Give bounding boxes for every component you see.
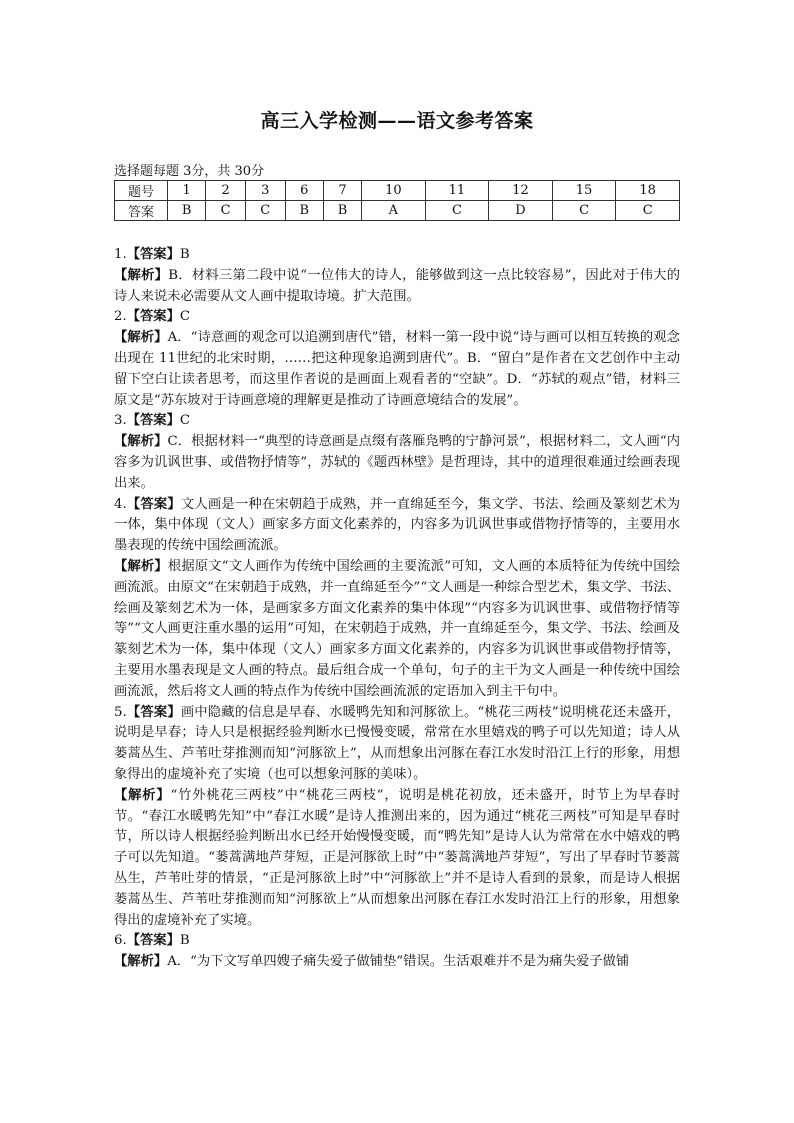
analysis-text: B．材料三第二段中说“一位伟大的诗人，能够做到这一点比较容易”，因此对于伟大的诗人来说未必需要从文人画中提取诗境。扩大范围。	[114, 267, 680, 304]
question-number: 3.	[114, 413, 127, 429]
answer-text: B	[179, 933, 190, 949]
table-cell: 12	[489, 181, 553, 201]
answer-line	[114, 495, 680, 557]
table-header-cell: 题号	[115, 181, 168, 201]
table-cell: 18	[616, 181, 680, 201]
answer-text: 文人画是一种在宋朝趋于成熟，并一直绵延至今，集文学、书法、绘画及篆刻艺术为一体，集中体现（文人）画家多方面文化素养的，内容多为讥讽世事或借物抒情等的，主要用水墨表现的传统中国绘画流派。	[114, 496, 681, 554]
analysis-tag: 【解析】	[114, 267, 169, 283]
question-number: 6.	[114, 933, 127, 949]
table-cell: 1	[168, 181, 206, 201]
table-header-cell: 答案	[115, 201, 168, 221]
analysis-tag: 【解析】	[114, 434, 168, 450]
analysis-line	[114, 952, 680, 973]
analysis-text: 根据原文“文人画作为传统中国绘画的主要流派”可知，文人画的本质特征为传统中国绘画流派。由原文“在宋朝趋于成熟，并一直绵延至今”“文人画是一种综合型艺术，集文学、书法、绘画及篆刻艺术为一体，是画家多方面文化素养的集中体现”“内容多为讥讽世事、或借物抒情等等”“文人画更注重水墨的运用”可知，在宋朝趋于成熟，并一直绵延至今，集文学、书法、绘画及篆刻艺术为一体，集中体现（文人）画家多方面文化素养的，内容多为讥讽世事或借物抒情等，主要用水墨表现是文人画的特点。最后组合成一个单句，句子的主干为文人画是一种传统中国绘画流派，然后将文人画的特点作为传统中国绘画流派的定语加入到主干句中。	[114, 558, 680, 699]
answer-tag: 【答案】	[126, 247, 180, 262]
analysis-tag: 【解析】	[114, 787, 171, 803]
table-cell: C	[206, 201, 246, 221]
table-row-numbers	[115, 181, 680, 201]
answer-tag: 【答案】	[126, 413, 180, 429]
table-cell: A	[362, 201, 426, 221]
analysis-line	[114, 432, 680, 494]
question-number: 1.	[114, 247, 127, 262]
analysis-text: A．“为下文写单四嫂子痛失爱子做铺垫”错误。生活艰难并不是为痛失爱子做铺	[167, 954, 630, 970]
analysis-line	[114, 786, 680, 932]
analysis-text: A．“诗意画的观念可以追溯到唐代”错，材料一第一段中说“诗与画可以相互转换的观念出现在 11世纪的北宋时期，……把这种现象追溯到唐代”。B．“留白”是作者在文艺创作中主动留下空白让读者思考，而这里作者说的是画面上观看者的“空缺”。D．“苏轼的观点”错，材料三原文是“苏东坡对于诗画意境的理解更是推动了诗画意境结合的发展”。	[114, 330, 681, 408]
analysis-tag: 【解析】	[114, 954, 168, 970]
answer-tag: 【答案】	[126, 496, 181, 512]
analysis-text: “竹外桃花三两枝”中“桃花三两枝”，说明是桃花初放，还未盛开，时节上为早春时节。“春江水暖鸭先知”中“春江水暖”是诗人推测出来的，因为通过“桃花三两枝”可知是早春时节，所以诗人根据经验判断出水已经开始慢慢变暖，而“鸭先知”是诗人认为常常在水中嬉戏的鸭子可以先知道。“蒌蒿满地芦芽短，正是河豚欲上时”中“蒌蒿满地芦芽短”，写出了早春时节蒌蒿丛生，芦苇吐芽的情景，“正是河豚欲上时”中“河豚欲上”并不是诗人看到的景象，而是诗人根据蒌蒿丛生、芦苇吐芽推测而知“河豚欲上”从而想象出河豚在春江水发时沿江上行的形象，用想象得出的虚境补充了实境。	[114, 787, 680, 928]
answer-text: B	[179, 247, 190, 262]
table-cell: C	[552, 201, 616, 221]
table-cell: 15	[552, 181, 616, 201]
table-row-answers	[115, 201, 680, 221]
table-cell: 3	[245, 181, 285, 201]
table-cell: C	[245, 201, 285, 221]
table-cell: 7	[323, 181, 361, 201]
table-cell: C	[425, 201, 489, 221]
analysis-tag: 【解析】	[114, 558, 168, 574]
answer-tag: 【答案】	[126, 704, 181, 720]
table-cell: 2	[206, 181, 246, 201]
question-number: 2.	[114, 309, 127, 325]
question-number: 4.	[114, 496, 127, 512]
answer-table	[114, 180, 680, 221]
analysis-text: C．根据材料一“典型的诗意画是点缀有落雁凫鸭的宁静河景”，根据材料二，文人画“内容多为讥讽世事、或借物抒情等”，苏轼的《题西林壁》是哲理诗，其中的道理很难通过绘画表现出来。	[114, 434, 681, 491]
answer-content	[114, 245, 680, 973]
answer-tag: 【答案】	[126, 933, 180, 949]
table-cell: 10	[362, 181, 426, 201]
analysis-line	[114, 557, 680, 703]
scoring-note: 选择题每题 3分，共 30分	[114, 164, 265, 179]
answer-line	[114, 411, 680, 432]
analysis-tag: 【解析】	[114, 330, 168, 346]
answer-text: 画中隐藏的信息是早春、水暖鸭先知和河豚欲上。“桃花三两枝”说明桃花还未盛开，说明是早春；诗人只是根据经验判断水已慢慢变暖，常常在水里嬉戏的鸭子可以先知道；诗人从蒌蒿丛生、芦苇吐芽推测而知“河豚欲上”，从而想象出河豚在春江水发时沿江上行的形象，用想象得出的虚境补充了实境（也可以想象河豚的美味）。	[114, 704, 680, 782]
page-title: 高三入学检测——语文参考答案	[260, 110, 534, 132]
analysis-line	[114, 266, 680, 308]
analysis-line	[114, 328, 680, 411]
table-cell: 11	[425, 181, 489, 201]
answer-line	[114, 703, 680, 786]
table-cell: C	[616, 201, 680, 221]
answer-line	[114, 245, 680, 266]
answer-line	[114, 931, 680, 952]
answer-tag: 【答案】	[126, 309, 180, 325]
answer-text: C	[179, 309, 191, 325]
table-cell: 6	[285, 181, 323, 201]
table-cell: B	[323, 201, 361, 221]
table-cell: D	[489, 201, 553, 221]
table-cell: B	[285, 201, 323, 221]
table-cell: B	[168, 201, 206, 221]
question-number: 5.	[114, 704, 127, 720]
answer-line	[114, 307, 680, 328]
answer-text: C	[179, 413, 191, 429]
